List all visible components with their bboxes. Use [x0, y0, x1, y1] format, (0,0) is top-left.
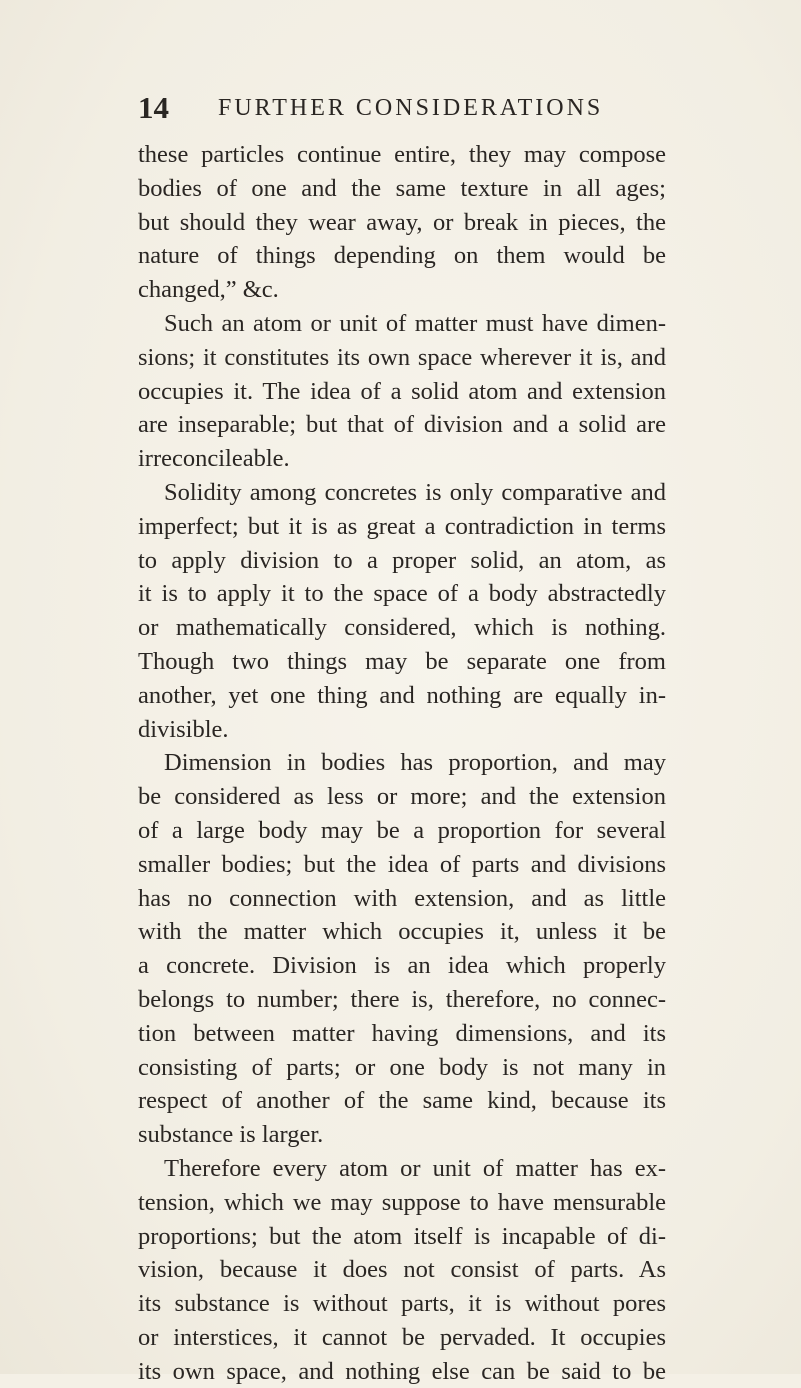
text-line: or mathematically considered, which is nothing. — [138, 614, 666, 642]
text-line: proportions; but the atom itself is incapable of di- — [138, 1222, 666, 1250]
text-line: are inseparable; but that of division and a solid are — [138, 411, 666, 439]
text-line: occupies it. The idea of a solid atom and extension — [138, 377, 666, 405]
text-line: nature of things depending on them would be — [138, 242, 666, 270]
text-line: tension, which we may suppose to have mensurable — [138, 1188, 666, 1216]
text-line: changed,” &c. — [138, 276, 279, 304]
text-line: substance is larger. — [138, 1121, 324, 1149]
text-line: Such an atom or unit of matter must have dimen- — [164, 309, 666, 337]
text-line: its substance is without parts, it is without pores — [138, 1290, 666, 1318]
text-line: belongs to number; there is, therefore, no connec- — [138, 985, 666, 1013]
text-line: irreconcileable. — [138, 445, 290, 473]
text-line: tion between matter having dimensions, and its — [138, 1019, 666, 1047]
text-line: but should they wear away, or break in pieces, the — [138, 208, 666, 236]
text-line: divisible. — [138, 715, 229, 743]
text-line: sions; it constitutes its own space wherever it is, and — [138, 343, 666, 371]
text-line: it is to apply it to the space of a body abstractedly — [138, 580, 666, 608]
text-line: Dimension in bodies has proportion, and may — [164, 749, 666, 777]
text-line: bodies of one and the same texture in all ages; — [138, 174, 666, 202]
text-line: imperfect; but it is as great a contradiction in terms — [138, 512, 666, 540]
text-line: respect of another of the same kind, because its — [138, 1087, 666, 1115]
text-line: with the matter which occupies it, unless it be — [138, 918, 666, 946]
body-text — [138, 138, 666, 1388]
page-number: 14 — [138, 90, 169, 125]
text-line: these particles continue entire, they may compose — [138, 141, 666, 168]
text-line: its own space, and nothing else can be said to be — [138, 1357, 666, 1385]
text-line: of a large body may be a proportion for several — [138, 816, 666, 844]
header-title: FURTHER CONSIDERATIONS — [218, 95, 604, 121]
text-line: consisting of parts; or one body is not many in — [138, 1053, 666, 1081]
text-line: has no connection with extension, and as little — [138, 884, 666, 912]
text-line: to apply division to a proper solid, an atom, as — [138, 546, 666, 574]
text-line: a concrete. Division is an idea which properly — [138, 952, 666, 980]
text-line: or interstices, it cannot be pervaded. It occupies — [138, 1323, 666, 1351]
text-line: be considered as less or more; and the extension — [138, 783, 666, 811]
text-line: Solidity among concretes is only comparative and — [164, 478, 666, 506]
text-line: vision, because it does not consist of parts. As — [138, 1256, 666, 1284]
text-line: smaller bodies; but the idea of parts and divisions — [138, 850, 666, 878]
text-line: Though two things may be separate one from — [138, 647, 666, 675]
text-line: Therefore every atom or unit of matter has ex- — [164, 1154, 666, 1182]
running-head — [138, 88, 658, 128]
text-line: another, yet one thing and nothing are equally in- — [138, 681, 666, 709]
